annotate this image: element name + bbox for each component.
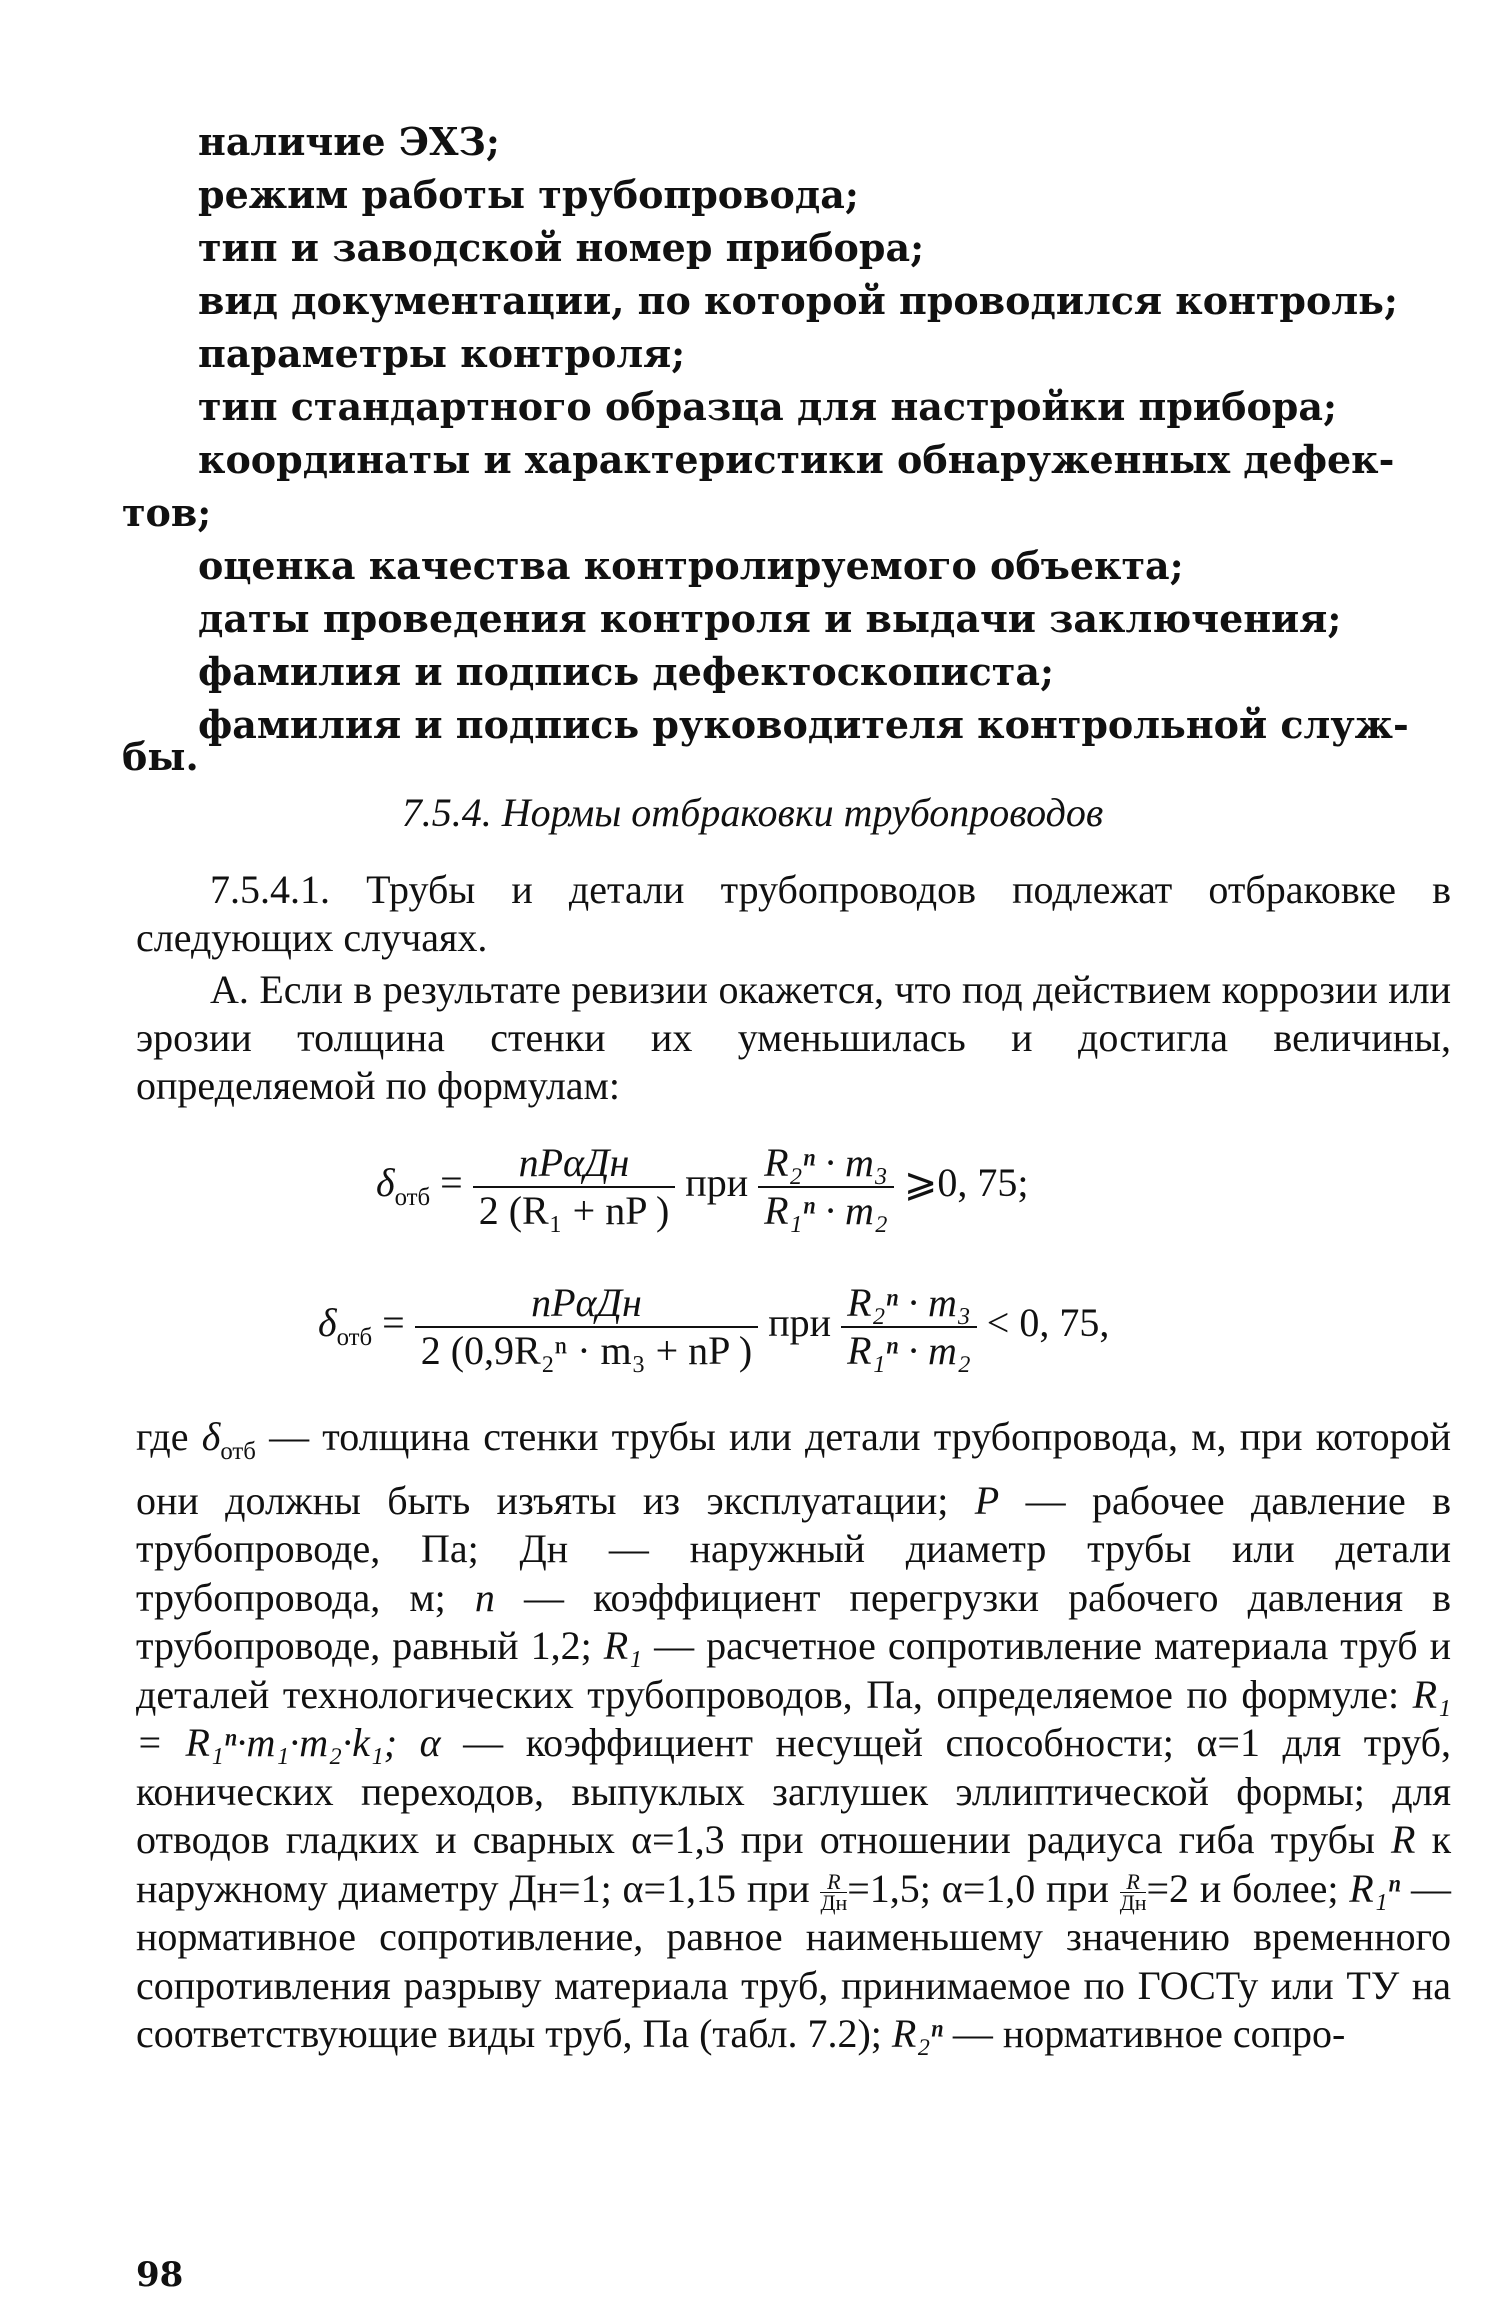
text-run: — нормативное сопро- bbox=[942, 2011, 1346, 2056]
list-item: оценка качества контролируемого объекта; bbox=[198, 543, 1184, 588]
list-item: даты проведения контроля и выдачи заключения; bbox=[198, 596, 1342, 641]
symbol-R: R bbox=[1390, 1817, 1416, 1862]
symbol-R2n: R₂ⁿ bbox=[891, 2011, 943, 2056]
text-run: α=1,3 при отношении радиуса гиба трубы bbox=[631, 1817, 1391, 1862]
text-run: — коэффициент несущей способности; bbox=[440, 1720, 1197, 1765]
text-run: =1,5; bbox=[847, 1865, 942, 1911]
formula-2 bbox=[318, 1280, 1109, 1374]
formula-1-lhs-sub: отб bbox=[394, 1184, 431, 1212]
list-item: режим работы трубопровода; bbox=[198, 172, 859, 217]
text-run: α=1,0 при bbox=[941, 1865, 1120, 1911]
small-fraction-num: R bbox=[820, 1872, 847, 1893]
formula-2-lhs: δ bbox=[318, 1300, 337, 1346]
formula-2-numerator: nPαДн bbox=[415, 1280, 759, 1328]
formula-2-cond-rel: < 0, 75, bbox=[986, 1300, 1110, 1346]
text-run: α=1,15 при bbox=[622, 1865, 821, 1911]
symbol-n: n bbox=[474, 1574, 495, 1620]
section-heading: 7.5.4. Нормы отбраковки трубопроводов bbox=[401, 790, 1104, 835]
formula-2-eq: = bbox=[382, 1300, 405, 1346]
symbol-R1n: R₁ⁿ bbox=[1349, 1865, 1401, 1911]
formula-1-numerator: nPαДн bbox=[473, 1140, 676, 1188]
text-run: — рабочее давление в трубопроводе, Па; Дн — наружный диаметр трубы или детали трубопровода, м; bbox=[136, 1477, 1451, 1620]
paragraph-7541: 7.5.4.1. Трубы и детали трубопроводов подлежат отбраковке в следующих случаях. bbox=[136, 867, 1451, 960]
paragraph-A: А. Если в результате ревизии окажется, что под действием коррозии или эрозии толщина стенки их уменьшилась и достигла величины, определяемой по формулам: bbox=[136, 967, 1451, 1108]
formula-1-lhs: δ bbox=[376, 1160, 395, 1206]
symbol-R1: R₁ bbox=[603, 1623, 643, 1668]
text-run: α=1 для труб, конических переходов, выпуклых заглушек эллиптической формы; для отводов гладких и сварных bbox=[136, 1720, 1452, 1862]
small-fraction-den: Дн bbox=[1119, 1889, 1147, 1915]
formula-2-cond-numerator: R₂ⁿ · m₃ bbox=[841, 1280, 977, 1328]
small-fraction-2 bbox=[1119, 1868, 1147, 1915]
page-number: 98 bbox=[136, 2255, 184, 2295]
list-item: вид документации, по которой проводился контроль; bbox=[198, 278, 1398, 323]
formula-2-fraction bbox=[415, 1280, 759, 1374]
text-run: — нормативное сопротивление, равное наименьшему значению временного сопротивления разрыву материала труб, принимаемое по ГОСТу или ТУ на соответствующие виды труб, Па (табл. 7.2); bbox=[136, 1865, 1452, 2056]
formula-1-cond-denominator: R₁ⁿ · m₂ bbox=[764, 1188, 888, 1233]
list-item-continuation: бы. bbox=[122, 734, 199, 779]
list-item: тип и заводской номер прибора; bbox=[198, 225, 925, 270]
formula-1 bbox=[376, 1140, 1028, 1234]
list-item: наличие ЭХЗ; bbox=[198, 119, 500, 164]
formula-1-cond-rel: ⩾0, 75; bbox=[903, 1160, 1029, 1206]
formula-1-cond-fraction bbox=[758, 1140, 894, 1234]
symbol-delta: δ bbox=[201, 1414, 221, 1459]
formula-2-lhs-sub: отб bbox=[336, 1324, 373, 1352]
text-run: — расчетное сопротивление материала труб и деталей технологических трубопроводов, Па, определяемое по формуле: bbox=[136, 1623, 1451, 1717]
formula-1-cond-numerator: R₂ⁿ · m₃ bbox=[758, 1140, 894, 1188]
small-fraction-num: R bbox=[1120, 1872, 1147, 1893]
formula-1-eq: = bbox=[440, 1160, 463, 1206]
formula-R1: R₁ = R₁ⁿ·m₁·m₂·k₁; bbox=[136, 1671, 1451, 1765]
text-run: — толщина стенки трубы или детали трубопровода, м, при которой они должны быть изъяты из эксплуатации; bbox=[136, 1414, 1451, 1523]
text-run: к наружному диаметру Дн=1; bbox=[136, 1817, 1452, 1911]
small-fraction-den: Дн bbox=[820, 1889, 848, 1915]
formula-2-cond-fraction bbox=[841, 1280, 977, 1374]
formula-1-denominator: 2 (R₁ + nP ) bbox=[478, 1188, 670, 1233]
small-fraction-1 bbox=[820, 1868, 848, 1915]
text-run: где bbox=[136, 1414, 202, 1459]
formula-1-cond-word: при bbox=[685, 1160, 749, 1206]
symbol-alpha: α bbox=[419, 1720, 441, 1765]
symbol-delta-sub: отб bbox=[220, 1438, 256, 1465]
formula-2-cond-denominator: R₁ⁿ · m₂ bbox=[847, 1328, 971, 1373]
text-run: — коэффициент перегрузки рабочего давления в трубопроводе, равный 1,2; bbox=[136, 1574, 1451, 1668]
list-item: тип стандартного образца для настройки прибора; bbox=[198, 384, 1338, 429]
symbol-P: P bbox=[974, 1477, 1000, 1523]
list-item: параметры контроля; bbox=[198, 331, 686, 376]
text-run: =2 и более; bbox=[1146, 1865, 1350, 1911]
list-item: координаты и характеристики обнаруженных дефек- bbox=[198, 437, 1395, 482]
list-item: фамилия и подпись дефектоскописта; bbox=[198, 649, 1054, 694]
explanation-paragraph bbox=[136, 1413, 1451, 2059]
formula-2-cond-word: при bbox=[768, 1300, 832, 1346]
list-item-continuation: тов; bbox=[122, 490, 212, 535]
list-item: фамилия и подпись руководителя контрольной служ- bbox=[198, 702, 1409, 747]
formula-2-denominator: 2 (0,9R₂ⁿ · m₃ + nP ) bbox=[420, 1328, 753, 1373]
formula-1-fraction bbox=[473, 1140, 676, 1234]
